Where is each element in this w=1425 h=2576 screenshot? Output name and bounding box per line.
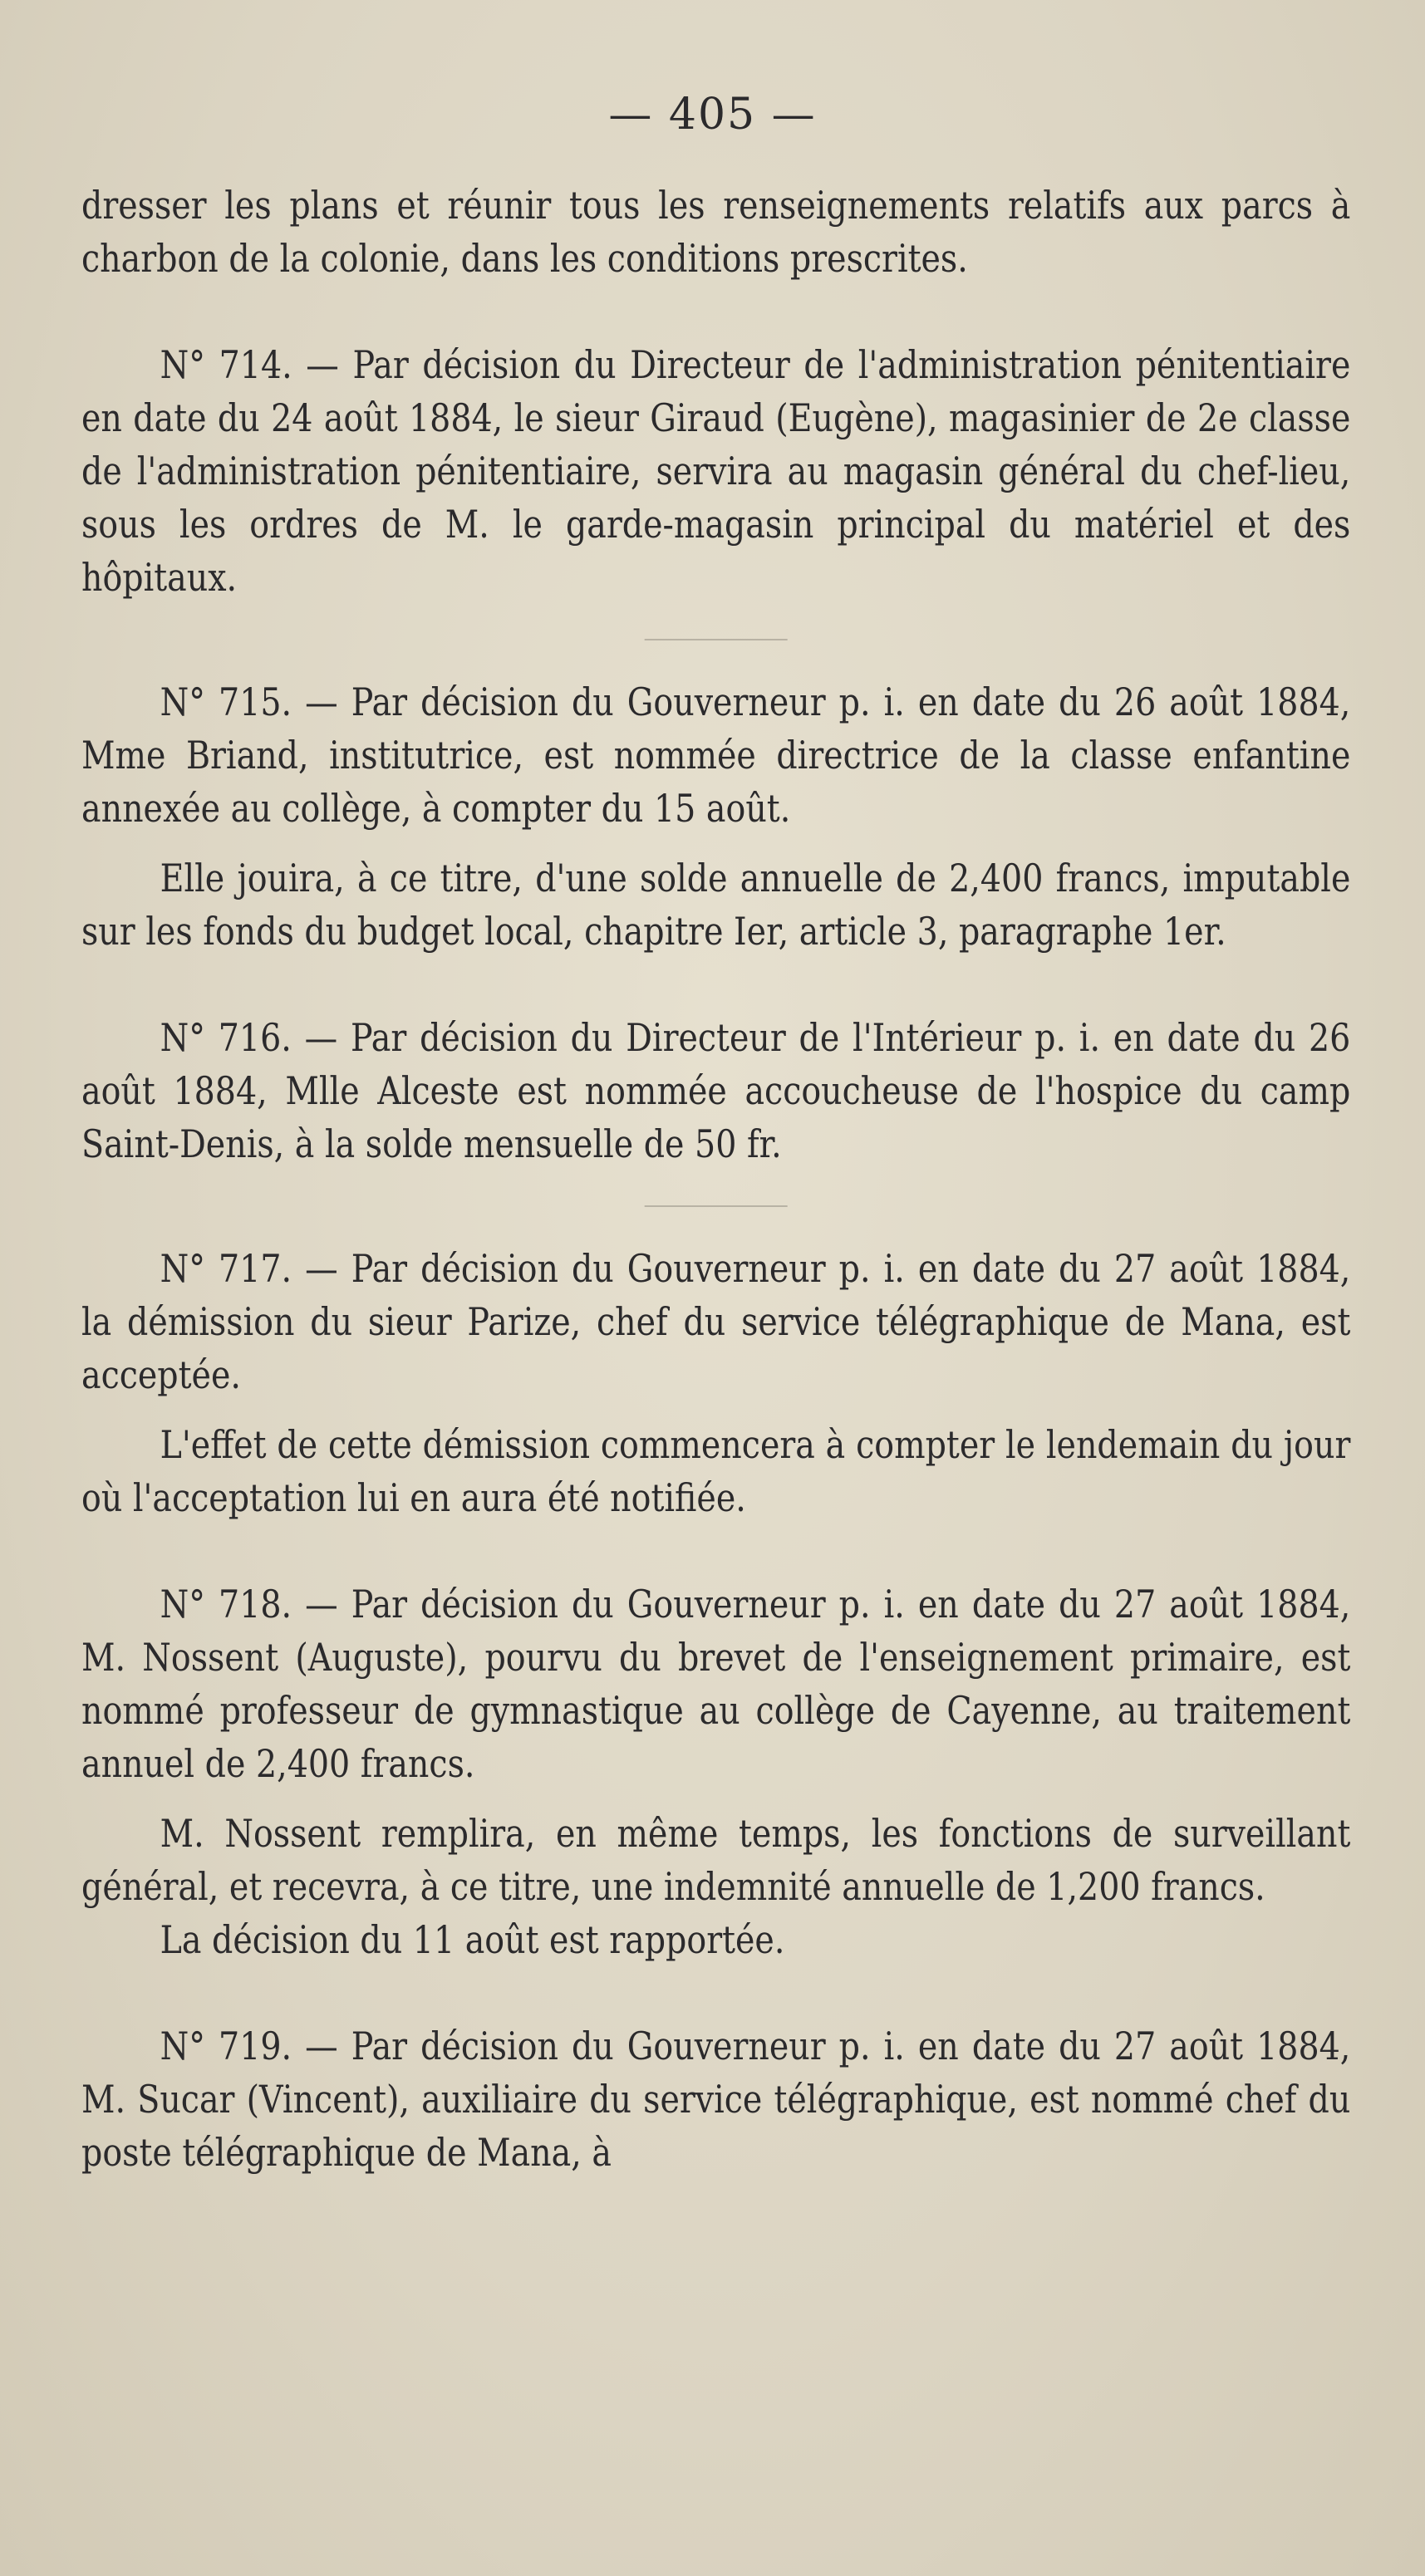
page-number: — 405 — bbox=[608, 90, 817, 140]
decision-717-continuation: L'effet de cette démission commencera à compter le lendemain du jour où l'acceptation lui en aura été notifiée. bbox=[81, 1422, 1351, 1520]
decision-715-continuation: Elle jouira, à ce titre, d'une solde annuelle de 2,400 francs, imputable sur les fonds du budget local, chapitre Ier, article 3, paragraphe 1er. bbox=[81, 856, 1351, 954]
separator-rule bbox=[81, 1170, 1350, 1242]
decision-719: N° 719. — Par décision du Gouverneur p. i. en date du 27 août 1884, M. Sucar (Vincent), auxiliaire du service télégraphique, est nommé chef du poste télégraphique de Mana, à bbox=[81, 2024, 1351, 2175]
body-text bbox=[81, 179, 1350, 2179]
decision-718-continuation: M. Nossent remplira, en même temps, les fonctions de surveillant général, et recevra, à ce titre, une indemnité annuelle de 1,200 francs. bbox=[81, 1811, 1351, 1909]
decision-716: N° 716. — Par décision du Directeur de l'Intérieur p. i. en date du 26 août 1884, Mlle Alceste est nommée accoucheuse de l'hospice du camp Saint-Denis, à la solde mensuelle de 50 fr. bbox=[81, 1015, 1351, 1166]
decision-715: N° 715. — Par décision du Gouverneur p. i. en date du 26 août 1884, Mme Briand, institutrice, est nommée directrice de la classe enfantine annexée au collège, à compter du 15 août. bbox=[81, 680, 1351, 831]
decision-718-note: La décision du 11 août est rapportée. bbox=[160, 1917, 785, 1962]
separator-rule bbox=[81, 604, 1350, 675]
decision-717: N° 717. — Par décision du Gouverneur p. i. en date du 27 août 1884, la démission du sieur Parize, chef du service télégraphique de Mana, est acceptée. bbox=[81, 1246, 1351, 1397]
decision-714: N° 714. — Par décision du Directeur de l'administration pénitentiaire en date du 24 août 1884, le sieur Giraud (Eugène), magasinier de 2e classe de l'administration pénitentiaire, servira au magasin général du chef-lieu, sous les ordres de M. le garde-magasin principal du matériel et des hôpitaux. bbox=[81, 342, 1351, 600]
paragraph-continuation: dresser les plans et réunir tous les renseignements relatifs aux parcs à charbon de la colonie, dans les conditions prescrites. bbox=[81, 183, 1351, 281]
decision-718: N° 718. — Par décision du Gouverneur p. i. en date du 27 août 1884, M. Nossent (Auguste), pourvu du brevet de l'enseignement primaire, est nommé professeur de gymnastique au collège de Cayenne, au traitement annuel de 2,400 francs. bbox=[81, 1582, 1351, 1786]
